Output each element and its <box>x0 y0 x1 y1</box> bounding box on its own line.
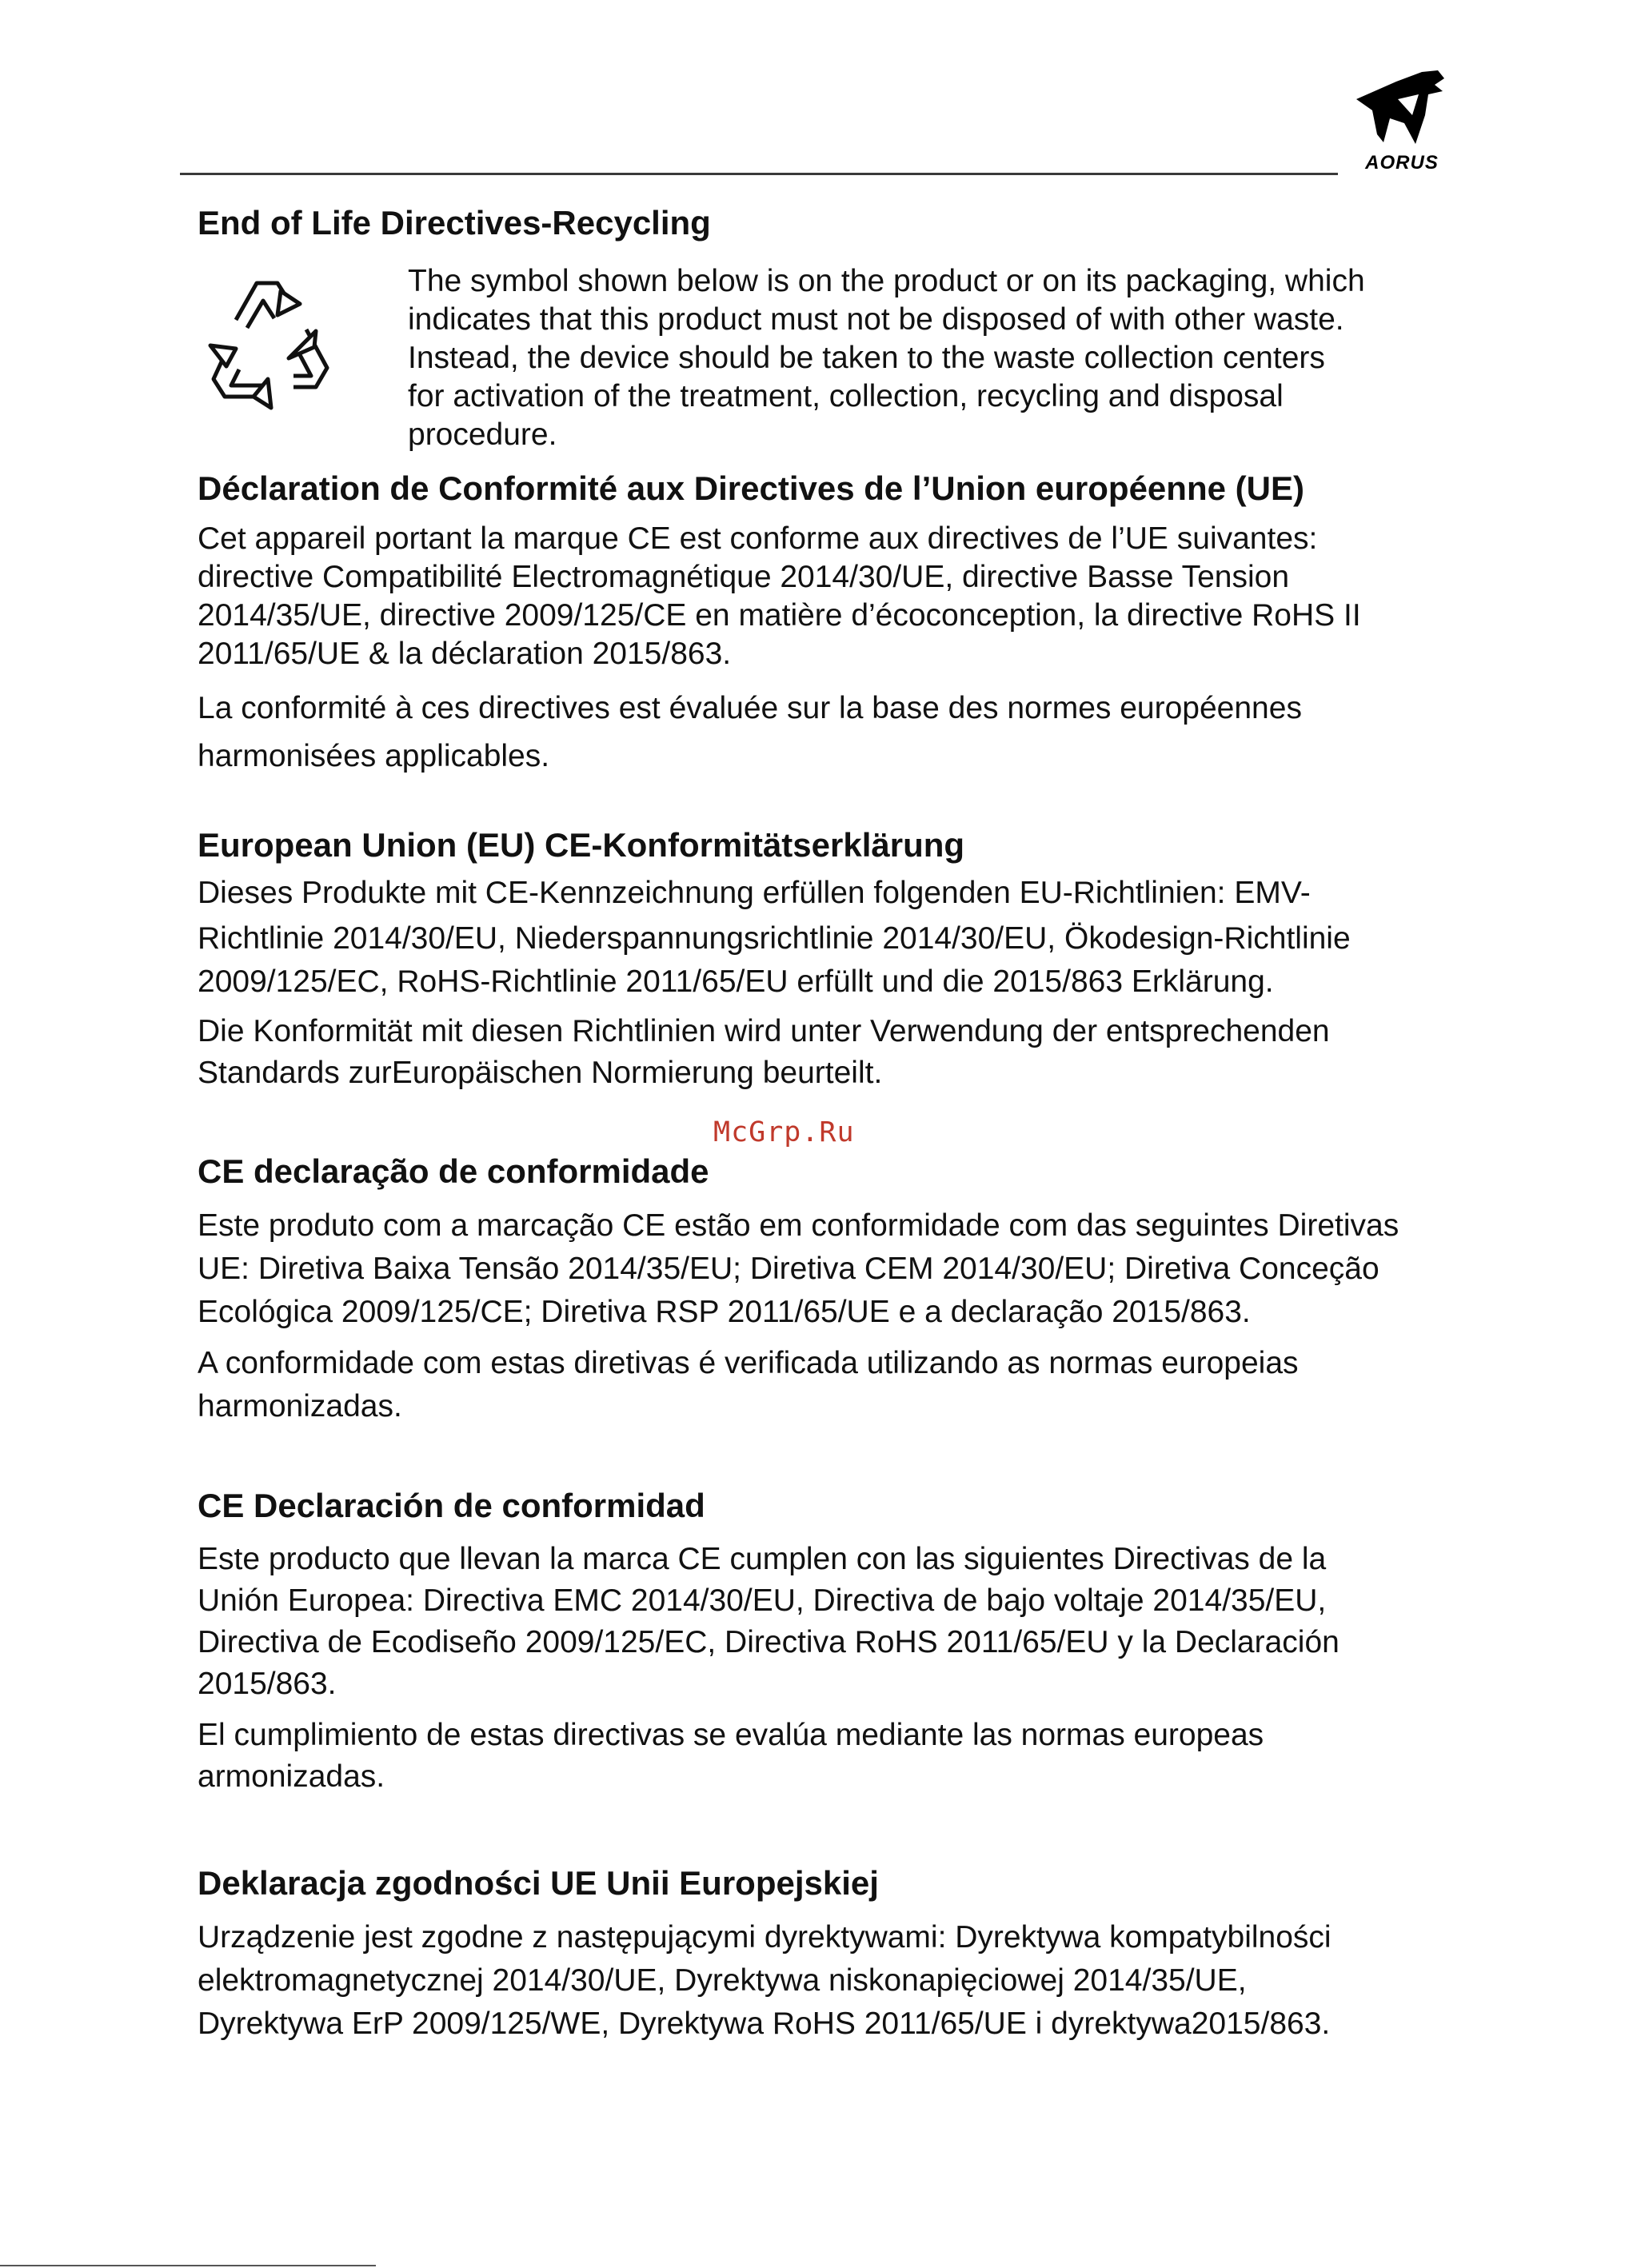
text-line: harmonizadas. <box>198 1389 402 1423</box>
portuguese-declaration-section <box>198 1150 1477 1428</box>
french-declaration-section <box>198 467 1477 781</box>
text-line: Instead, the device should be taken to the waste collection centers <box>408 341 1325 375</box>
text-line: A conformidade com estas diretivas é verificada utilizando as normas europeias <box>198 1346 1299 1380</box>
text-line: Die Konformität mit diesen Richtlinien wird unter Verwendung der entsprechenden <box>198 1014 1330 1048</box>
text-line: La conformité à ces directives est évaluée sur la base des normes européennes <box>198 691 1302 725</box>
text-line: Ecológica 2009/125/CE; Diretiva RSP 2011/65/UE e a declaração 2015/863. <box>198 1295 1251 1329</box>
text-line: harmonisées applicables. <box>198 739 550 773</box>
text-line: Dieses Produkte mit CE-Kennzeichnung erfüllen folgenden EU-Richtlinien: EMV- <box>198 876 1311 910</box>
recycle-icon <box>194 269 333 413</box>
spanish-declaration-title: CE Declaración de conformidad <box>198 1487 705 1524</box>
german-declaration-section <box>198 824 1477 1094</box>
watermark-text: McGrp.Ru <box>713 1116 855 1148</box>
footer-divider <box>0 2265 376 2266</box>
text-line: 2014/35/UE, directive 2009/125/CE en matière d’écoconception, la directive RoHS II <box>198 598 1361 633</box>
text-line: 2011/65/UE & la déclaration 2015/863. <box>198 637 732 671</box>
text-line: Este producto que llevan la marca CE cumplen con las siguientes Directivas de la <box>198 1542 1327 1576</box>
text-line: elektromagnetycznej 2014/30/UE, Dyrektywa niskonapięciowej 2014/35/UE, <box>198 1963 1247 1998</box>
text-line: UE: Diretiva Baixa Tensão 2014/35/EU; Diretiva CEM 2014/30/EU; Diretiva Conceção <box>198 1252 1379 1286</box>
text-line: El cumplimiento de estas directivas se evalúa mediante las normas europeas <box>198 1718 1264 1752</box>
text-line: armonizadas. <box>198 1759 385 1794</box>
text-line: directive Compatibilité Electromagnétique 2014/30/UE, directive Basse Tension <box>198 560 1290 594</box>
polish-declaration-title: Deklaracja zgodności UE Unii Europejskiej <box>198 1864 879 1902</box>
spanish-declaration-section <box>198 1484 1477 1798</box>
text-line: Cet appareil portant la marque CE est conforme aux directives de l’UE suivantes: <box>198 521 1318 556</box>
text-line: The symbol shown below is on the product or on its packaging, which <box>408 264 1365 298</box>
text-line: Urządzenie jest zgodne z następującymi dyrektywami: Dyrektywa kompatybilności <box>198 1920 1332 1955</box>
text-line: Directiva de Ecodiseño 2009/125/EC, Directiva RoHS 2011/65/EU y la Declaración <box>198 1625 1340 1659</box>
recycling-body <box>408 262 1479 454</box>
text-line: Standards zurEuropäischen Normierung beurteilt. <box>198 1056 883 1090</box>
text-line: Unión Europea: Directiva EMC 2014/30/EU, Directiva de bajo voltaje 2014/35/EU, <box>198 1583 1327 1618</box>
text-line: procedure. <box>408 417 557 452</box>
text-line: indicates that this product must not be disposed of with other waste. <box>408 302 1344 337</box>
recycling-section <box>198 202 1477 245</box>
text-line: 2009/125/EC, RoHS-Richtlinie 2011/65/EU erfüllt und die 2015/863 Erklärung. <box>198 964 1274 999</box>
recycling-title: End of Life Directives-Recycling <box>198 204 711 242</box>
text-line: for activation of the treatment, collection, recycling and disposal <box>408 379 1284 413</box>
french-declaration-title: Déclaration de Conformité aux Directives de l’Union européenne (UE) <box>198 469 1304 507</box>
brand-name: AORUS <box>1365 152 1439 174</box>
text-line: Este produto com a marcação CE estão em conformidade com das seguintes Diretivas <box>198 1208 1399 1243</box>
text-line: Dyrektywa ErP 2009/125/WE, Dyrektywa RoHS 2011/65/UE i dyrektywa2015/863. <box>198 2006 1331 2041</box>
header-divider <box>180 173 1338 175</box>
text-line: 2015/863. <box>198 1667 337 1701</box>
portuguese-declaration-title: CE declaração de conformidade <box>198 1152 709 1190</box>
german-declaration-title: European Union (EU) CE-Konformitätserklärung <box>198 826 965 864</box>
polish-declaration-section <box>198 1862 1477 2046</box>
text-line: Richtlinie 2014/30/EU, Niederspannungsrichtlinie 2014/30/EU, Ökodesign-Richtlinie <box>198 921 1351 956</box>
